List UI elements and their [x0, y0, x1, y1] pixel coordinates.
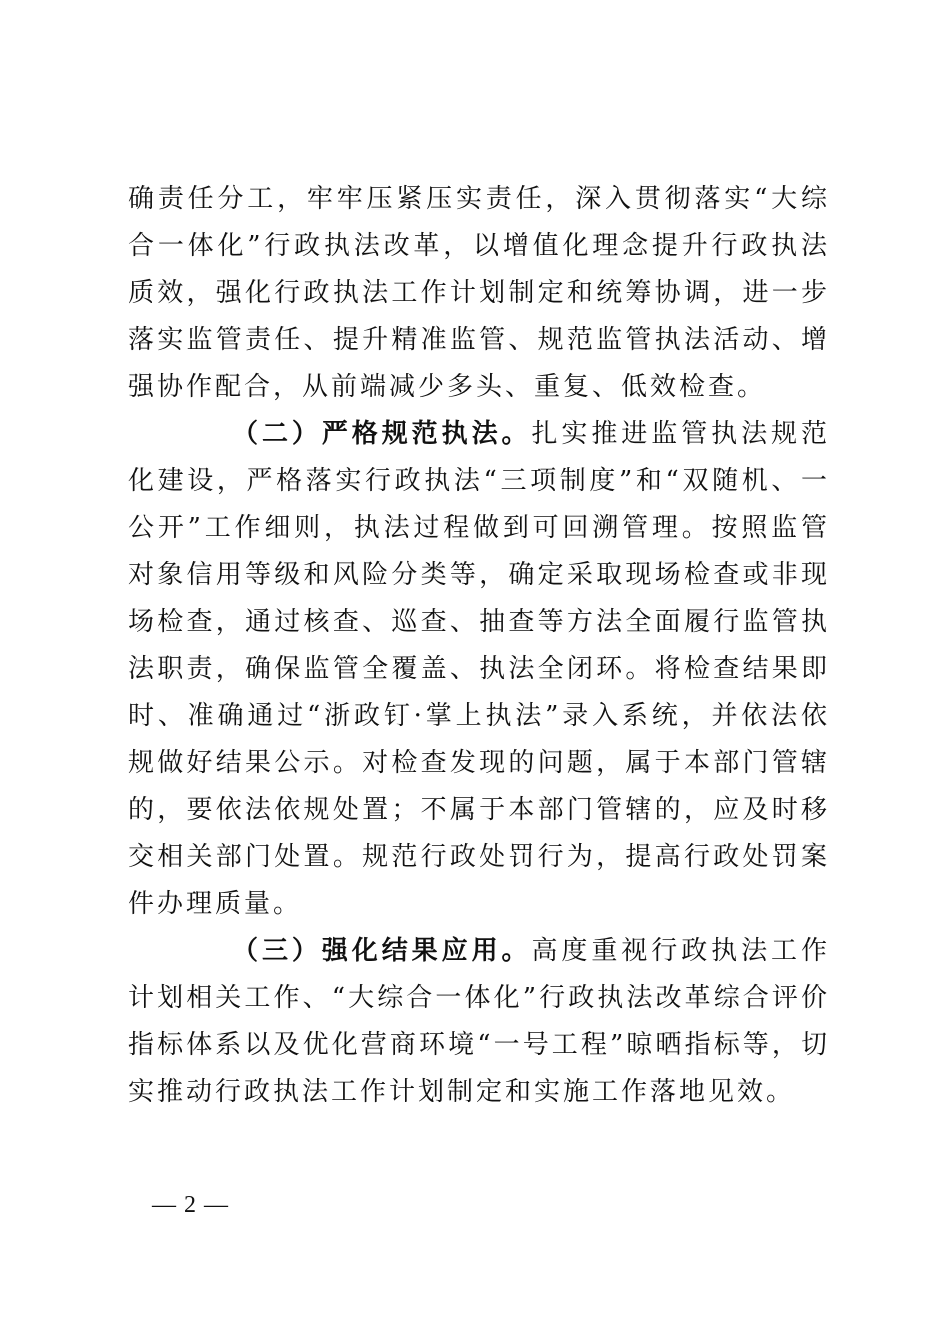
paragraph-result-application: [128, 928, 830, 1116]
page-number: — 2 —: [152, 1192, 229, 1218]
paragraph-text: 扎实推进监管执法规范化建设，严格落实行政执法“三项制度”和“双随机、一公开”工作细则，执法过程做到可回溯管理。按照监管对象信用等级和风险分类等，确定采取现场检查或非现场检查，通过核查、巡查、抽查等方法全面履行监管执法职责，确保监管全覆盖、执法全闭环。将检查结果即时、准确通过“浙政钉·掌上执法”录入系统，并依法依规做好结果公示。对检查发现的问题，属于本部门管辖的，要依法依规处置；不属于本部门管辖的，应及时移交相关部门处置。规范行政处罚行为，提高行政处罚案件办理质量。: [128, 419, 830, 919]
paragraph-text: 确责任分工，牢牢压紧压实责任，深入贯彻落实“大综合一体化”行政执法改革，以增值化理念提升行政执法质效，强化行政执法工作计划制定和统筹协调，进一步落实监管责任、提升精准监管、规范监管执法活动、增强协作配合，从前端减少多头、重复、低效检查。: [128, 184, 830, 402]
section-heading: （二）严格规范执法。: [232, 419, 532, 449]
document-body: [128, 176, 830, 1116]
section-heading: （三）强化结果应用。: [232, 936, 532, 966]
paragraph-strict-enforcement: [128, 411, 830, 928]
paragraph-text: 高度重视行政执法工作计划相关工作、“大综合一体化”行政执法改革综合评价指标体系以及优化营商环境“一号工程”晾晒指标等，切实推动行政执法工作计划制定和实施工作落地见效。: [128, 936, 830, 1107]
paragraph-continued: [128, 176, 830, 411]
